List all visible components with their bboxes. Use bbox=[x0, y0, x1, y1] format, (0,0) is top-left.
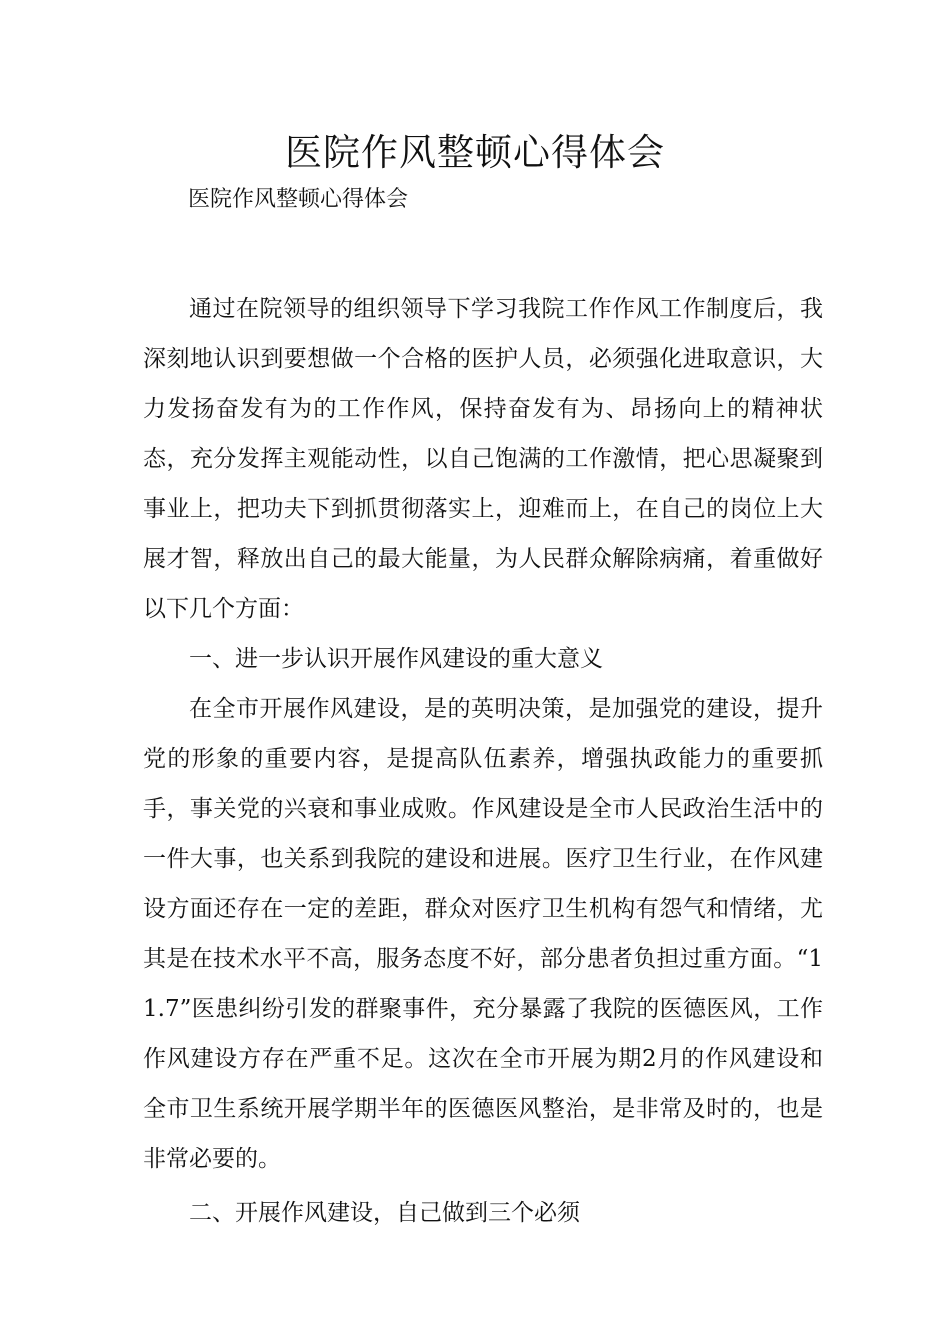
section-2-heading: 二、开展作风建设，自己做到三个必须 bbox=[189, 1200, 580, 1226]
intro-paragraph: 通过在院领导的组织领导下学习我院工作作风工作制度后，我深刻地认识到要想做一个合格的医护人员，必须强化进取意识，大力发扬奋发有为的工作作风，保持奋发有为、昂扬向上的精神状态，充分发挥主观能动性，以自己饱满的工作激情，把心思凝聚到事业上，把功夫下到抓贯彻落实上，迎难而上，在自己的岗位上大展才智，释放出自己的最大能量，为人民群众解除病痛，着重做好以下几个方面： bbox=[143, 296, 823, 622]
section-1-heading: 一、进一步认识开展作风建设的重大意义 bbox=[189, 646, 603, 672]
document-body bbox=[143, 284, 823, 1238]
document-title: 医院作风整顿心得体会 bbox=[285, 131, 665, 174]
section-1-paragraph: 在全市开展作风建设，是的英明决策，是加强党的建设，提升党的形象的重要内容，是提高队伍素养，增强执政能力的重要抓手，事关党的兴衰和事业成败。作风建设是全市人民政治生活中的一件大事，也关系到我院的建设和进展。医疗卫生行业，在作风建设方面还存在一定的差距，群众对医疗卫生机构有怨气和情绪，尤其是在技术水平不高，服务态度不好，部分患者负担过重方面。“11.7”医患纠纷引发的群聚事件，充分暴露了我院的医德医风，工作作风建设方存在严重不足。这次在全市开展为期2月的作风建设和全市卫生系统开展学期半年的医德医风整治，是非常及时的，也是非常必要的。 bbox=[143, 696, 823, 1172]
document-subtitle: 医院作风整顿心得体会 bbox=[188, 187, 409, 212]
